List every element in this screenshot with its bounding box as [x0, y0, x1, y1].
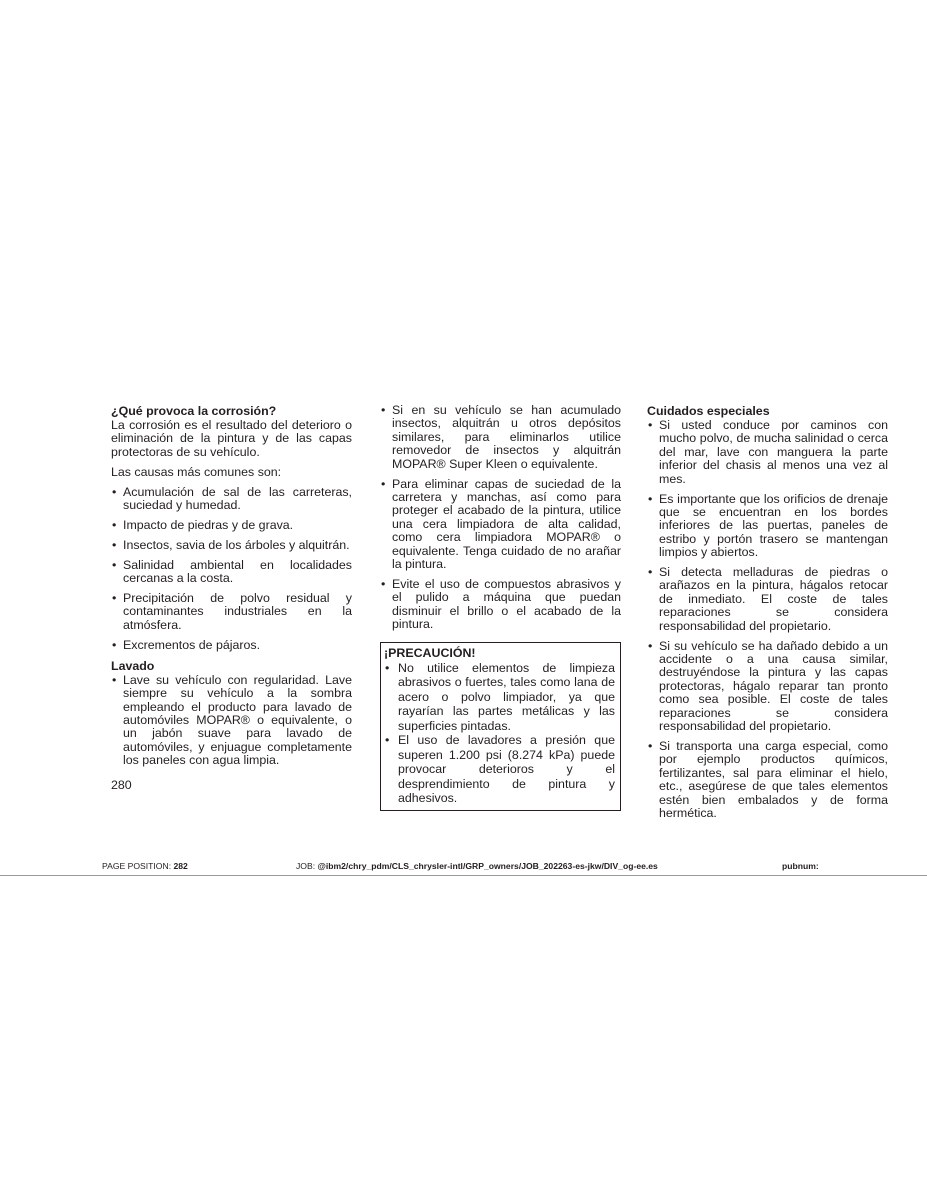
list-item: • Evite el uso de compuestos abrasivos y el pulido a máquina que puedan disminuir el brillo o el acabado de la pintura.	[380, 578, 621, 632]
list-item: • No utilice elementos de limpieza abrasivos o fuertes, tales como lana de acero o polvo limpiador, ya que rayarían las partes metálicas y las superficies pintadas.	[384, 661, 615, 734]
list-item: • Si transporta una carga especial, como por ejemplo productos químicos, fertilizantes, sal para eliminar el hielo, etc., asegúrese de que tales elementos estén bien embalados y de forma hermética.	[647, 740, 888, 820]
list-item: • Salinidad ambiental en localidades cercanas a la costa.	[111, 559, 352, 586]
list-item: • El uso de lavadores a presión que superen 1.200 psi (8.274 kPa) puede provocar deterioros y el desprendimiento de pintura y adhesivos.	[384, 733, 615, 806]
list-item: • Impacto de piedras y de grava.	[111, 519, 352, 532]
footer-pubnum	[782, 861, 819, 871]
list-item: • Excrementos de pájaros.	[111, 639, 352, 652]
paragraph-common-causes: Las causas más comunes son:	[111, 464, 282, 479]
heading-corrosion-causes: ¿Qué provoca la corrosión?	[111, 404, 277, 418]
list-item: • Si usted conduce por caminos con mucho polvo, de mucha salinidad o cerca del mar, lave con manguera la parte inferior del chasis al menos una vez al mes.	[647, 419, 888, 486]
list-item: • Si detecta melladuras de piedras o arañazos en la pintura, hágalos retocar de inmediato. El coste de tales reparaciones se considera responsabilidad del propietario.	[647, 566, 888, 633]
list-item: • Lave su vehículo con regularidad. Lave siempre su vehículo a la sombra empleando el producto para lavado de automóviles MOPAR® o equivalente, o un jabón suave para lavado de automóviles, y enjuague completamente los paneles con agua limpia.	[111, 674, 352, 768]
list-item: • Insectos, savia de los árboles y alquitrán.	[111, 539, 352, 552]
heading-washing: Lavado	[111, 658, 155, 673]
paragraph-corrosion-definition: La corrosión es el resultado del deterioro o eliminación de la pintura y de las capas protectoras de su vehículo.	[111, 418, 352, 459]
caution-box	[380, 642, 621, 811]
footer-job-value: @ibm2/chry_pdm/CLS_chrysler-intl/GRP_owners/JOB_202263-es-jkw/DIV_og-ee.es	[317, 861, 658, 871]
column-middle	[380, 404, 621, 811]
list-corrosion-causes	[111, 486, 352, 653]
list-item: • Si en su vehículo se han acumulado insectos, alquitrán u otros depósitos similares, para eliminarlos utilice removedor de insectos y alquitrán MOPAR® Super Kleen o equivalente.	[380, 404, 621, 471]
footer-position-value: 282	[173, 861, 188, 871]
footer-job-label: JOB:	[296, 861, 316, 871]
list-item: • Si su vehículo se ha dañado debido a un accidente o a una causa similar, destruyéndose la pintura y las capas protectoras, hágalo reparar tan pronto como sea posible. El coste de tales reparaciones se considera responsabilidad del propietario.	[647, 640, 888, 734]
list-cleaning-tips	[380, 404, 621, 632]
footer-page-position	[102, 861, 188, 871]
list-item: • Para eliminar capas de suciedad de la carretera y manchas, así como para proteger el acabado de la pintura, utilice una cera limpiadora de alta calidad, como cera limpiadora MOPAR® o equivalente. Tenga cuidado de no arañar la pintura.	[380, 478, 621, 572]
caution-title: ¡PRECAUCIÓN!	[384, 645, 476, 660]
footer-pubnum-label: pubnum:	[782, 861, 819, 871]
caution-list	[384, 661, 615, 806]
list-item: • Precipitación de polvo residual y contaminantes industriales en la atmósfera.	[111, 592, 352, 632]
column-right	[647, 404, 888, 827]
heading-special-care: Cuidados especiales	[647, 404, 770, 418]
list-item: • Acumulación de sal de las carreteras, suciedad y humedad.	[111, 486, 352, 513]
column-left	[111, 404, 352, 774]
list-special-care	[647, 419, 888, 820]
footer-divider	[0, 875, 927, 876]
list-item: • Es importante que los orificios de drenaje que se encuentran en los bordes inferiores de las puertas, paneles de estribo y portón trasero se mantengan limpios y abiertos.	[647, 493, 888, 560]
page-number: 280	[111, 778, 132, 792]
footer-job	[296, 861, 658, 871]
footer-position-label: PAGE POSITION:	[102, 861, 172, 871]
list-washing	[111, 674, 352, 768]
